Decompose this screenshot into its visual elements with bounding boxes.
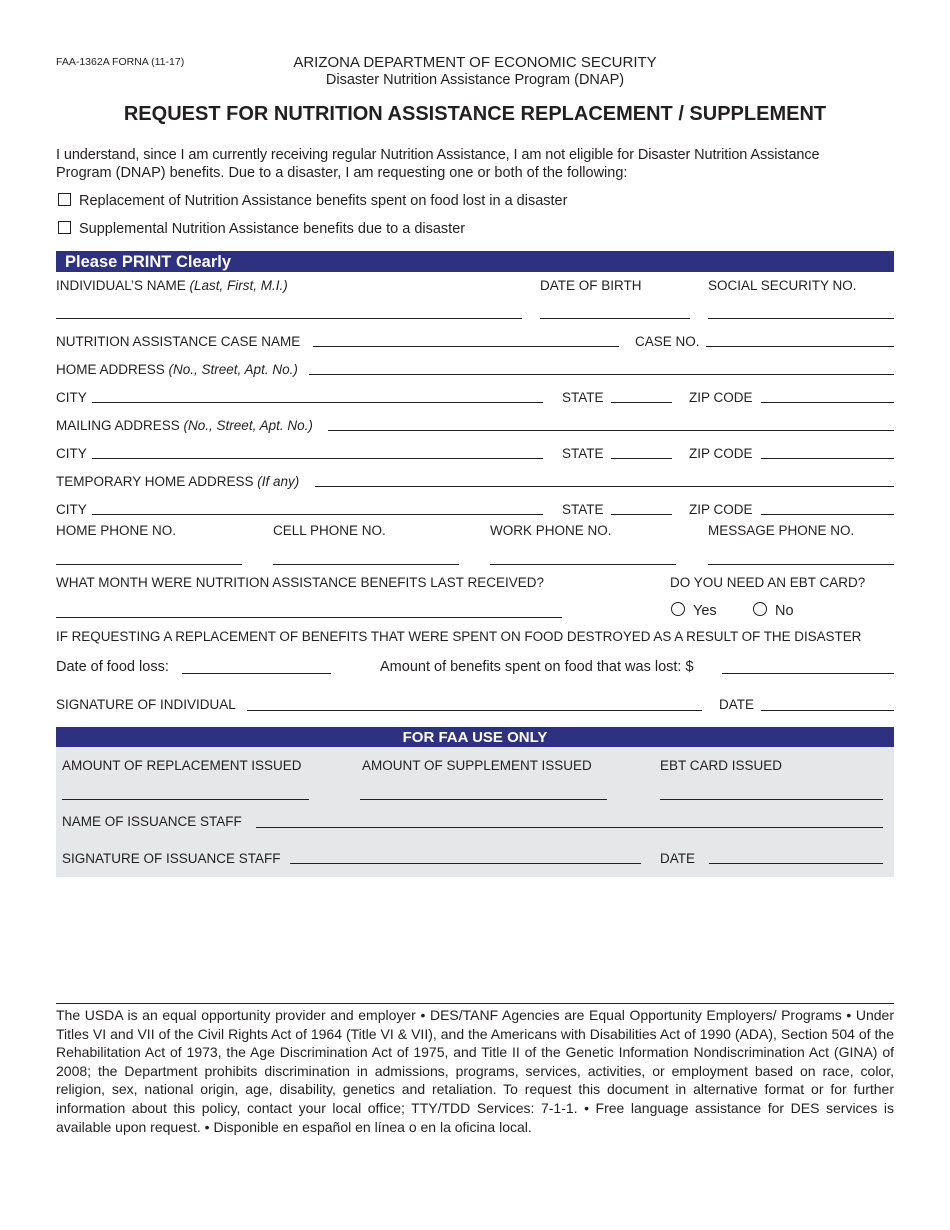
mailing-address-field[interactable] bbox=[328, 430, 894, 431]
supplement-checkbox[interactable] bbox=[58, 221, 71, 234]
form-number: FAA-1362A FORNA (11-17) bbox=[56, 56, 185, 68]
signature-date-label: DATE bbox=[719, 697, 755, 712]
temp-address-label: TEMPORARY HOME ADDRESS (If any) bbox=[56, 474, 300, 489]
work-phone-label: WORK PHONE NO. bbox=[490, 523, 612, 538]
supplement-issued-field[interactable] bbox=[360, 799, 607, 800]
last-month-field[interactable] bbox=[56, 617, 562, 618]
replacement-issued-field[interactable] bbox=[62, 799, 309, 800]
staff-date-label: DATE bbox=[660, 851, 696, 866]
agency-name: ARIZONA DEPARTMENT OF ECONOMIC SECURITY bbox=[293, 54, 657, 71]
temp-address-field[interactable] bbox=[315, 486, 894, 487]
home-city-label: CITY bbox=[56, 390, 87, 405]
home-phone-label: HOME PHONE NO. bbox=[56, 523, 177, 538]
cell-phone-label: CELL PHONE NO. bbox=[273, 523, 386, 538]
temp-city-field[interactable] bbox=[92, 514, 543, 515]
dob-label: DATE OF BIRTH bbox=[540, 278, 642, 293]
home-address-label: HOME ADDRESS (No., Street, Apt. No.) bbox=[56, 362, 298, 377]
signature-field[interactable] bbox=[247, 710, 702, 711]
supplement-option-label: Supplemental Nutrition Assistance benefits due to a disaster bbox=[79, 221, 466, 237]
mailing-city-field[interactable] bbox=[92, 458, 543, 459]
replacement-option-label: Replacement of Nutrition Assistance benefits spent on food lost in a disaster bbox=[79, 193, 568, 209]
case-name-field[interactable] bbox=[313, 346, 619, 347]
home-state-label: STATE bbox=[562, 390, 604, 405]
ebt-no-radio[interactable] bbox=[753, 602, 767, 616]
home-phone-field[interactable] bbox=[56, 564, 242, 565]
cell-phone-field[interactable] bbox=[273, 564, 459, 565]
signature-date-field[interactable] bbox=[761, 710, 894, 711]
print-clearly-band bbox=[56, 251, 894, 272]
ssn-label: SOCIAL SECURITY NO. bbox=[708, 278, 857, 293]
footer-notice: The USDA is an equal opportunity provider and employer • DES/TANF Agencies are Equal Opportunity Employers/ Programs • Under Titles VI and VII of the Civil Rights Act of 1964 (Title VI & VII), and the Americans with Disabilities Act of 1990 (ADA), Section 504 of the Rehabilitation Act of 1973, the Age Discrimination Act of 1975, and Title II of the Genetic Information Nondiscrimination Act (GINA) of 2008; the Department prohibits discrimination in admissions, programs, services, activities, or employment based on race, color, religion, sex, national origin, age, disability, genetics and retaliation. To request this document in alternative format or for further information about this policy, contact your local office; TTY/TDD Services: 7-1-1. • Free language assistance for DES services is available upon request. • Disponible en español en línea o en la oficina local. bbox=[56, 1003, 894, 1136]
message-phone-field[interactable] bbox=[708, 564, 894, 565]
temp-state-label: STATE bbox=[562, 502, 604, 517]
ebt-no-label: No bbox=[775, 603, 794, 619]
case-no-field[interactable] bbox=[706, 346, 894, 347]
intro-line-1: I understand, since I am currently receiving regular Nutrition Assistance, I am not eligible for Disaster Nutrition Assistance bbox=[56, 147, 820, 163]
replacement-checkbox[interactable] bbox=[58, 193, 71, 206]
mailing-zip-field[interactable] bbox=[761, 458, 894, 459]
ebt-question: DO YOU NEED AN EBT CARD? bbox=[670, 575, 866, 590]
supplement-issued-label: AMOUNT OF SUPPLEMENT ISSUED bbox=[362, 758, 592, 773]
replacement-note: IF REQUESTING A REPLACEMENT OF BENEFITS THAT WERE SPENT ON FOOD DESTROYED AS A RESULT OF THE DISASTER bbox=[56, 629, 862, 644]
amount-lost-field[interactable] bbox=[722, 673, 894, 674]
mailing-state-label: STATE bbox=[562, 446, 604, 461]
ebt-yes-radio[interactable] bbox=[671, 602, 685, 616]
temp-zip-field[interactable] bbox=[761, 514, 894, 515]
staff-name-field[interactable] bbox=[256, 827, 883, 828]
mailing-state-field[interactable] bbox=[611, 458, 672, 459]
message-phone-label: MESSAGE PHONE NO. bbox=[708, 523, 855, 538]
dob-field[interactable] bbox=[540, 318, 690, 319]
case-name-label: NUTRITION ASSISTANCE CASE NAME bbox=[56, 334, 301, 349]
temp-zip-label: ZIP CODE bbox=[689, 502, 753, 517]
name-label: INDIVIDUAL’S NAME (Last, First, M.I.) bbox=[56, 278, 288, 293]
print-clearly-heading: Please PRINT Clearly bbox=[65, 253, 231, 271]
last-month-label: WHAT MONTH WERE NUTRITION ASSISTANCE BENEFITS LAST RECEIVED? bbox=[56, 575, 545, 590]
program-name: Disaster Nutrition Assistance Program (DNAP) bbox=[325, 72, 625, 88]
food-loss-date-field[interactable] bbox=[182, 673, 331, 674]
page-title: REQUEST FOR NUTRITION ASSISTANCE REPLACEMENT / SUPPLEMENT bbox=[123, 103, 827, 125]
home-city-field[interactable] bbox=[92, 402, 543, 403]
staff-signature-field[interactable] bbox=[290, 863, 641, 864]
mailing-address-label: MAILING ADDRESS (No., Street, Apt. No.) bbox=[56, 418, 313, 433]
home-state-field[interactable] bbox=[611, 402, 672, 403]
staff-signature-label: SIGNATURE OF ISSUANCE STAFF bbox=[62, 851, 281, 866]
home-zip-label: ZIP CODE bbox=[689, 390, 753, 405]
ssn-field[interactable] bbox=[708, 318, 894, 319]
food-loss-date-label: Date of food loss: bbox=[56, 659, 169, 675]
replacement-issued-label: AMOUNT OF REPLACEMENT ISSUED bbox=[62, 758, 302, 773]
intro-line-2: Program (DNAP) benefits. Due to a disaster, I am requesting one or both of the following: bbox=[56, 165, 628, 181]
name-field[interactable] bbox=[56, 318, 522, 319]
faa-heading: FOR FAA USE ONLY bbox=[402, 729, 548, 746]
signature-label: SIGNATURE OF INDIVIDUAL bbox=[56, 697, 236, 712]
temp-state-field[interactable] bbox=[611, 514, 672, 515]
mailing-city-label: CITY bbox=[56, 446, 87, 461]
home-zip-field[interactable] bbox=[761, 402, 894, 403]
ebt-yes-label: Yes bbox=[693, 603, 717, 619]
home-address-field[interactable] bbox=[309, 374, 894, 375]
staff-name-label: NAME OF ISSUANCE STAFF bbox=[62, 814, 242, 829]
ebt-issued-label: EBT CARD ISSUED bbox=[660, 758, 783, 773]
mailing-zip-label: ZIP CODE bbox=[689, 446, 753, 461]
amount-lost-label: Amount of benefits spent on food that was lost: $ bbox=[380, 659, 694, 675]
ebt-issued-field[interactable] bbox=[660, 799, 883, 800]
temp-city-label: CITY bbox=[56, 502, 87, 517]
faa-band bbox=[56, 727, 894, 747]
case-no-label: CASE NO. bbox=[635, 334, 700, 349]
work-phone-field[interactable] bbox=[490, 564, 676, 565]
staff-date-field[interactable] bbox=[709, 863, 883, 864]
